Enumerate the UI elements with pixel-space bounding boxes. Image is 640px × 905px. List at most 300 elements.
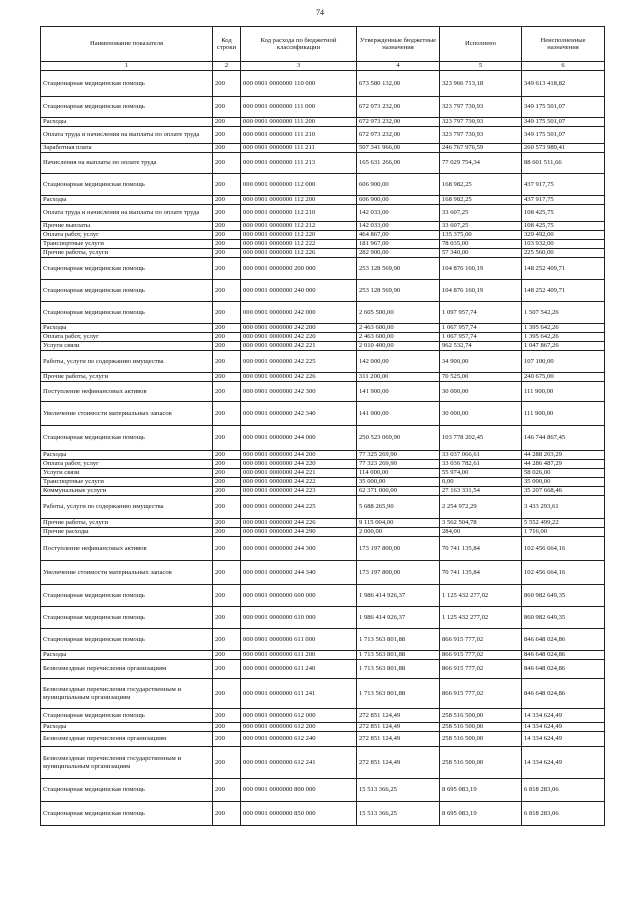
classification-code-cell: 000 0901 0000000 244 223 xyxy=(241,487,357,496)
unexecuted-amount-cell: 103 932,00 xyxy=(522,240,605,249)
approved-amount-cell: 77 325 269,90 xyxy=(357,451,440,460)
line-code-cell: 200 xyxy=(213,222,241,231)
executed-amount-cell: 34 900,00 xyxy=(440,351,522,373)
classification-code-cell: 000 0901 0000000 242 300 xyxy=(241,382,357,402)
line-code-cell: 200 xyxy=(213,351,241,373)
unexecuted-amount-cell: 35 000,00 xyxy=(522,478,605,487)
classification-code-cell: 000 0901 0000000 244 222 xyxy=(241,478,357,487)
approved-amount-cell: 282 900,00 xyxy=(357,249,440,258)
approved-amount-cell: 253 128 569,90 xyxy=(357,280,440,302)
indicator-name-cell: Стационарная медицинская помощь xyxy=(41,629,213,651)
executed-amount-cell: 284,00 xyxy=(440,528,522,537)
indicator-name-cell: Расходы xyxy=(41,723,213,732)
line-code-cell: 200 xyxy=(213,127,241,144)
unexecuted-amount-cell: 846 648 024,86 xyxy=(522,679,605,709)
executed-amount-cell: 258 516 500,00 xyxy=(440,709,522,723)
line-code-cell: 200 xyxy=(213,585,241,607)
unexecuted-amount-cell: 107 100,00 xyxy=(522,351,605,373)
classification-code-cell: 000 0901 0000000 112 226 xyxy=(241,249,357,258)
unexecuted-amount-cell: 3 433 293,61 xyxy=(522,496,605,519)
classification-code-cell: 000 0901 0000000 112 220 xyxy=(241,231,357,240)
executed-amount-cell: 866 915 777,02 xyxy=(440,651,522,660)
classification-code-cell: 000 0901 0000000 850 000 xyxy=(241,802,357,826)
executed-amount-cell: 168 982,25 xyxy=(440,196,522,205)
unexecuted-amount-cell: 14 334 624,49 xyxy=(522,723,605,732)
executed-amount-cell: 8 695 083,19 xyxy=(440,779,522,802)
line-code-cell: 200 xyxy=(213,205,241,222)
classification-code-cell: 000 0901 0000000 242 221 xyxy=(241,342,357,351)
table-row xyxy=(41,679,605,709)
executed-amount-cell: 258 516 500,00 xyxy=(440,723,522,732)
line-code-cell: 200 xyxy=(213,174,241,196)
header-executed: Исполнено xyxy=(440,27,522,62)
table-row xyxy=(41,528,605,537)
table-row xyxy=(41,222,605,231)
line-code-cell: 200 xyxy=(213,71,241,97)
line-code-cell: 200 xyxy=(213,660,241,679)
executed-amount-cell: 70 741 135,84 xyxy=(440,537,522,561)
table-row xyxy=(41,144,605,153)
indicator-name-cell: Оплата работ, услуг xyxy=(41,333,213,342)
unexecuted-amount-cell: 1 507 542,26 xyxy=(522,302,605,324)
classification-code-cell: 000 0901 0000000 244 290 xyxy=(241,528,357,537)
approved-amount-cell: 672 973 232,00 xyxy=(357,118,440,127)
executed-amount-cell: 57 340,00 xyxy=(440,249,522,258)
table-row xyxy=(41,351,605,373)
column-number: 2 xyxy=(213,62,241,71)
executed-amount-cell: 1 097 957,74 xyxy=(440,302,522,324)
indicator-name-cell: Стационарная медицинская помощь xyxy=(41,302,213,324)
line-code-cell: 200 xyxy=(213,528,241,537)
table-row xyxy=(41,205,605,222)
executed-amount-cell: 2 254 972,29 xyxy=(440,496,522,519)
unexecuted-amount-cell: 860 982 649,35 xyxy=(522,585,605,607)
approved-amount-cell: 1 713 563 801,88 xyxy=(357,651,440,660)
line-code-cell: 200 xyxy=(213,561,241,585)
table-row xyxy=(41,779,605,802)
classification-code-cell: 000 0901 0000000 800 000 xyxy=(241,779,357,802)
line-code-cell: 200 xyxy=(213,537,241,561)
table-row xyxy=(41,660,605,679)
classification-code-cell: 000 0901 0000000 112 210 xyxy=(241,205,357,222)
executed-amount-cell: 323 797 730,93 xyxy=(440,97,522,118)
classification-code-cell: 000 0901 0000000 244 340 xyxy=(241,561,357,585)
classification-code-cell: 000 0901 0000000 112 200 xyxy=(241,196,357,205)
executed-amount-cell: 135 375,00 xyxy=(440,231,522,240)
table-row xyxy=(41,709,605,723)
table-row xyxy=(41,373,605,382)
approved-amount-cell: 672 973 232,00 xyxy=(357,127,440,144)
executed-amount-cell: 70 525,00 xyxy=(440,373,522,382)
approved-amount-cell: 1 713 563 801,88 xyxy=(357,629,440,651)
table-row xyxy=(41,118,605,127)
unexecuted-amount-cell: 846 648 024,86 xyxy=(522,660,605,679)
table-row xyxy=(41,426,605,451)
indicator-name-cell: Коммунальные услуги xyxy=(41,487,213,496)
column-number: 6 xyxy=(522,62,605,71)
unexecuted-amount-cell: 6 818 283,06 xyxy=(522,779,605,802)
indicator-name-cell: Расходы xyxy=(41,118,213,127)
approved-amount-cell: 606 900,00 xyxy=(357,174,440,196)
page-number: 74 xyxy=(316,8,324,17)
unexecuted-amount-cell: 349 175 501,07 xyxy=(522,97,605,118)
indicator-name-cell: Стационарная медицинская помощь xyxy=(41,426,213,451)
indicator-name-cell: Поступление нефинансовых активов xyxy=(41,382,213,402)
approved-amount-cell: 141 900,00 xyxy=(357,402,440,426)
classification-code-cell: 000 0901 0000000 242 226 xyxy=(241,373,357,382)
table-row xyxy=(41,802,605,826)
approved-amount-cell: 2 463 600,00 xyxy=(357,324,440,333)
line-code-cell: 200 xyxy=(213,747,241,779)
unexecuted-amount-cell: 1 047 867,26 xyxy=(522,342,605,351)
table-row xyxy=(41,561,605,585)
table-row xyxy=(41,496,605,519)
line-code-cell: 200 xyxy=(213,469,241,478)
table-row xyxy=(41,629,605,651)
indicator-name-cell: Безвозмездные перечисления государственным и муниципальным организациям xyxy=(41,679,213,709)
unexecuted-amount-cell: 14 334 624,49 xyxy=(522,732,605,747)
approved-amount-cell: 272 851 124,49 xyxy=(357,747,440,779)
line-code-cell: 200 xyxy=(213,723,241,732)
unexecuted-amount-cell: 108 425,75 xyxy=(522,205,605,222)
approved-amount-cell: 1 713 563 801,88 xyxy=(357,660,440,679)
indicator-name-cell: Стационарная медицинская помощь xyxy=(41,174,213,196)
line-code-cell: 200 xyxy=(213,97,241,118)
classification-code-cell: 000 0901 0000000 244 300 xyxy=(241,537,357,561)
approved-amount-cell: 165 631 266,00 xyxy=(357,153,440,174)
unexecuted-amount-cell: 148 252 409,71 xyxy=(522,280,605,302)
unexecuted-amount-cell: 860 982 649,35 xyxy=(522,607,605,629)
indicator-name-cell: Стационарная медицинская помощь xyxy=(41,280,213,302)
unexecuted-amount-cell: 240 675,00 xyxy=(522,373,605,382)
unexecuted-amount-cell: 6 818 283,06 xyxy=(522,802,605,826)
table-row xyxy=(41,537,605,561)
indicator-name-cell: Увеличение стоимости материальных запасов xyxy=(41,561,213,585)
line-code-cell: 200 xyxy=(213,249,241,258)
unexecuted-amount-cell: 1 395 642,26 xyxy=(522,333,605,342)
executed-amount-cell: 0,00 xyxy=(440,478,522,487)
executed-amount-cell: 258 516 500,00 xyxy=(440,747,522,779)
indicator-name-cell: Расходы xyxy=(41,196,213,205)
table-row xyxy=(41,460,605,469)
line-code-cell: 200 xyxy=(213,258,241,280)
approved-amount-cell: 62 371 000,00 xyxy=(357,487,440,496)
classification-code-cell: 000 0901 0000000 111 210 xyxy=(241,127,357,144)
executed-amount-cell: 30 000,00 xyxy=(440,382,522,402)
indicator-name-cell: Расходы xyxy=(41,324,213,333)
indicator-name-cell: Стационарная медицинская помощь xyxy=(41,97,213,118)
indicator-name-cell: Стационарная медицинская помощь xyxy=(41,585,213,607)
column-number: 5 xyxy=(440,62,522,71)
unexecuted-amount-cell: 148 252 409,71 xyxy=(522,258,605,280)
approved-amount-cell: 2 000,00 xyxy=(357,528,440,537)
unexecuted-amount-cell: 349 175 501,07 xyxy=(522,118,605,127)
unexecuted-amount-cell: 1 716,00 xyxy=(522,528,605,537)
classification-code-cell: 000 0901 0000000 244 200 xyxy=(241,451,357,460)
header-line-code: Код строки xyxy=(213,27,241,62)
table-row xyxy=(41,127,605,144)
unexecuted-amount-cell: 44 288 203,29 xyxy=(522,451,605,460)
executed-amount-cell: 168 982,25 xyxy=(440,174,522,196)
executed-amount-cell: 866 915 777,02 xyxy=(440,629,522,651)
executed-amount-cell: 30 000,00 xyxy=(440,402,522,426)
executed-amount-cell: 258 516 500,00 xyxy=(440,732,522,747)
line-code-cell: 200 xyxy=(213,651,241,660)
table-row xyxy=(41,478,605,487)
approved-amount-cell: 272 851 124,49 xyxy=(357,723,440,732)
executed-amount-cell: 33 037 066,61 xyxy=(440,451,522,460)
classification-code-cell: 000 0901 0000000 612 200 xyxy=(241,723,357,732)
unexecuted-amount-cell: 349 175 501,07 xyxy=(522,127,605,144)
line-code-cell: 200 xyxy=(213,118,241,127)
executed-amount-cell: 27 163 331,54 xyxy=(440,487,522,496)
indicator-name-cell: Транспортные услуги xyxy=(41,478,213,487)
line-code-cell: 200 xyxy=(213,382,241,402)
budget-execution-table xyxy=(40,26,605,826)
line-code-cell: 200 xyxy=(213,496,241,519)
executed-amount-cell: 323 797 730,93 xyxy=(440,118,522,127)
classification-code-cell: 000 0901 0000000 612 000 xyxy=(241,709,357,723)
indicator-name-cell: Начисления на выплаты по оплате труда xyxy=(41,153,213,174)
approved-amount-cell: 1 713 563 801,88 xyxy=(357,679,440,709)
classification-code-cell: 000 0901 0000000 111 000 xyxy=(241,97,357,118)
table-row xyxy=(41,747,605,779)
executed-amount-cell: 962 532,74 xyxy=(440,342,522,351)
unexecuted-amount-cell: 111 900,00 xyxy=(522,402,605,426)
unexecuted-amount-cell: 846 648 024,86 xyxy=(522,651,605,660)
classification-code-cell: 000 0901 0000000 612 241 xyxy=(241,747,357,779)
line-code-cell: 200 xyxy=(213,302,241,324)
table-row xyxy=(41,487,605,496)
classification-code-cell: 000 0901 0000000 111 211 xyxy=(241,144,357,153)
classification-code-cell: 000 0901 0000000 244 220 xyxy=(241,460,357,469)
line-code-cell: 200 xyxy=(213,607,241,629)
header-row xyxy=(41,27,605,62)
unexecuted-amount-cell: 329 492,00 xyxy=(522,231,605,240)
table-row xyxy=(41,723,605,732)
classification-code-cell: 000 0901 0000000 112 000 xyxy=(241,174,357,196)
unexecuted-amount-cell: 437 917,75 xyxy=(522,196,605,205)
unexecuted-amount-cell: 437 917,75 xyxy=(522,174,605,196)
unexecuted-amount-cell: 846 648 024,86 xyxy=(522,629,605,651)
table-row xyxy=(41,342,605,351)
approved-amount-cell: 1 986 414 926,37 xyxy=(357,585,440,607)
table-row xyxy=(41,607,605,629)
line-code-cell: 200 xyxy=(213,231,241,240)
line-code-cell: 200 xyxy=(213,779,241,802)
executed-amount-cell: 3 562 504,78 xyxy=(440,519,522,528)
column-number: 3 xyxy=(241,62,357,71)
approved-amount-cell: 9 115 004,00 xyxy=(357,519,440,528)
table-row xyxy=(41,249,605,258)
classification-code-cell: 000 0901 0000000 242 200 xyxy=(241,324,357,333)
approved-amount-cell: 2 605 500,00 xyxy=(357,302,440,324)
approved-amount-cell: 606 900,00 xyxy=(357,196,440,205)
table-row xyxy=(41,451,605,460)
executed-amount-cell: 33 607,25 xyxy=(440,205,522,222)
approved-amount-cell: 672 973 232,00 xyxy=(357,97,440,118)
approved-amount-cell: 35 000,00 xyxy=(357,478,440,487)
indicator-name-cell: Стационарная медицинская помощь xyxy=(41,607,213,629)
approved-amount-cell: 114 000,00 xyxy=(357,469,440,478)
executed-amount-cell: 103 778 202,45 xyxy=(440,426,522,451)
indicator-name-cell: Стационарная медицинская помощь xyxy=(41,779,213,802)
classification-code-cell: 000 0901 0000000 240 000 xyxy=(241,280,357,302)
indicator-name-cell: Стационарная медицинская помощь xyxy=(41,71,213,97)
executed-amount-cell: 8 695 083,19 xyxy=(440,802,522,826)
line-code-cell: 200 xyxy=(213,460,241,469)
approved-amount-cell: 673 580 132,00 xyxy=(357,71,440,97)
line-code-cell: 200 xyxy=(213,144,241,153)
table-row xyxy=(41,402,605,426)
unexecuted-amount-cell: 108 425,75 xyxy=(522,222,605,231)
header-indicator-name: Наименование показателя xyxy=(41,27,213,62)
unexecuted-amount-cell: 1 395 642,26 xyxy=(522,324,605,333)
line-code-cell: 200 xyxy=(213,629,241,651)
table-row xyxy=(41,519,605,528)
unexecuted-amount-cell: 44 286 487,29 xyxy=(522,460,605,469)
line-code-cell: 200 xyxy=(213,333,241,342)
executed-amount-cell: 77 029 754,34 xyxy=(440,153,522,174)
table-row xyxy=(41,231,605,240)
approved-amount-cell: 253 128 569,90 xyxy=(357,258,440,280)
approved-amount-cell: 464 867,00 xyxy=(357,231,440,240)
classification-code-cell: 000 0901 0000000 612 240 xyxy=(241,732,357,747)
classification-code-cell: 000 0901 0000000 610 000 xyxy=(241,607,357,629)
table-row xyxy=(41,196,605,205)
indicator-name-cell: Оплата труда и начисления на выплаты по оплате труда xyxy=(41,205,213,222)
classification-code-cell: 000 0901 0000000 111 200 xyxy=(241,118,357,127)
indicator-name-cell: Прочие работы, услуги xyxy=(41,519,213,528)
executed-amount-cell: 323 797 730,93 xyxy=(440,127,522,144)
unexecuted-amount-cell: 102 456 664,16 xyxy=(522,561,605,585)
indicator-name-cell: Оплата работ, услуг xyxy=(41,460,213,469)
line-code-cell: 200 xyxy=(213,342,241,351)
indicator-name-cell: Оплата работ, услуг xyxy=(41,231,213,240)
table-row xyxy=(41,174,605,196)
classification-code-cell: 000 0901 0000000 244 225 xyxy=(241,496,357,519)
indicator-name-cell: Стационарная медицинская помощь xyxy=(41,258,213,280)
table-row xyxy=(41,651,605,660)
header-unexecuted-appropriations: Неисполненные назначения xyxy=(522,27,605,62)
approved-amount-cell: 142 033,00 xyxy=(357,205,440,222)
classification-code-cell: 000 0901 0000000 242 340 xyxy=(241,402,357,426)
table-row xyxy=(41,240,605,249)
approved-amount-cell: 272 851 124,49 xyxy=(357,732,440,747)
unexecuted-amount-cell: 225 560,00 xyxy=(522,249,605,258)
classification-code-cell: 000 0901 0000000 611 241 xyxy=(241,679,357,709)
executed-amount-cell: 70 741 135,84 xyxy=(440,561,522,585)
indicator-name-cell: Стационарная медицинская помощь xyxy=(41,709,213,723)
indicator-name-cell: Работы, услуги по содержанию имущества xyxy=(41,351,213,373)
unexecuted-amount-cell: 102 456 664,16 xyxy=(522,537,605,561)
line-code-cell: 200 xyxy=(213,402,241,426)
indicator-name-cell: Оплата труда и начисления на выплаты по оплате труда xyxy=(41,127,213,144)
table-body xyxy=(41,71,605,826)
line-code-cell: 200 xyxy=(213,280,241,302)
approved-amount-cell: 15 513 366,25 xyxy=(357,779,440,802)
indicator-name-cell: Прочие работы, услуги xyxy=(41,249,213,258)
executed-amount-cell: 866 915 777,02 xyxy=(440,660,522,679)
executed-amount-cell: 323 966 713,18 xyxy=(440,71,522,97)
unexecuted-amount-cell: 111 900,00 xyxy=(522,382,605,402)
classification-code-cell: 000 0901 0000000 242 225 xyxy=(241,351,357,373)
line-code-cell: 200 xyxy=(213,240,241,249)
table-row xyxy=(41,469,605,478)
table-row xyxy=(41,333,605,342)
indicator-name-cell: Увеличение стоимости материальных запасов xyxy=(41,402,213,426)
table-row xyxy=(41,280,605,302)
approved-amount-cell: 181 967,00 xyxy=(357,240,440,249)
table-row xyxy=(41,153,605,174)
line-code-cell: 200 xyxy=(213,153,241,174)
line-code-cell: 200 xyxy=(213,487,241,496)
line-code-cell: 200 xyxy=(213,732,241,747)
approved-amount-cell: 173 197 800,00 xyxy=(357,537,440,561)
classification-code-cell: 000 0901 0000000 600 000 xyxy=(241,585,357,607)
header-budget-classification-code: Код расхода по бюджетной классификации xyxy=(241,27,357,62)
classification-code-cell: 000 0901 0000000 200 000 xyxy=(241,258,357,280)
approved-amount-cell: 142 000,00 xyxy=(357,351,440,373)
unexecuted-amount-cell: 5 552 499,22 xyxy=(522,519,605,528)
line-code-cell: 200 xyxy=(213,426,241,451)
table-row xyxy=(41,97,605,118)
approved-amount-cell: 507 341 966,00 xyxy=(357,144,440,153)
column-number: 4 xyxy=(357,62,440,71)
classification-code-cell: 000 0901 0000000 611 200 xyxy=(241,651,357,660)
unexecuted-amount-cell: 14 334 624,49 xyxy=(522,747,605,779)
indicator-name-cell: Услуги связи xyxy=(41,342,213,351)
line-code-cell: 200 xyxy=(213,519,241,528)
line-code-cell: 200 xyxy=(213,802,241,826)
table-row xyxy=(41,585,605,607)
executed-amount-cell: 1 125 432 277,02 xyxy=(440,607,522,629)
approved-amount-cell: 272 851 124,49 xyxy=(357,709,440,723)
classification-code-cell: 000 0901 0000000 111 213 xyxy=(241,153,357,174)
indicator-name-cell: Работы, услуги по содержанию имущества xyxy=(41,496,213,519)
approved-amount-cell: 250 523 069,90 xyxy=(357,426,440,451)
executed-amount-cell: 33 036 782,61 xyxy=(440,460,522,469)
classification-code-cell: 000 0901 0000000 112 222 xyxy=(241,240,357,249)
classification-code-cell: 000 0901 0000000 242 000 xyxy=(241,302,357,324)
executed-amount-cell: 246 767 976,59 xyxy=(440,144,522,153)
line-code-cell: 200 xyxy=(213,451,241,460)
approved-amount-cell: 77 323 269,90 xyxy=(357,460,440,469)
approved-amount-cell: 15 513 366,25 xyxy=(357,802,440,826)
line-code-cell: 200 xyxy=(213,679,241,709)
column-number: 1 xyxy=(41,62,213,71)
classification-code-cell: 000 0901 0000000 244 226 xyxy=(241,519,357,528)
table-row xyxy=(41,258,605,280)
indicator-name-cell: Прочие расходы xyxy=(41,528,213,537)
classification-code-cell: 000 0901 0000000 244 221 xyxy=(241,469,357,478)
indicator-name-cell: Расходы xyxy=(41,451,213,460)
approved-amount-cell: 142 033,00 xyxy=(357,222,440,231)
executed-amount-cell: 55 974,00 xyxy=(440,469,522,478)
classification-code-cell: 000 0901 0000000 110 000 xyxy=(241,71,357,97)
executed-amount-cell: 104 876 160,19 xyxy=(440,258,522,280)
table-row xyxy=(41,71,605,97)
classification-code-cell: 000 0901 0000000 244 000 xyxy=(241,426,357,451)
approved-amount-cell: 173 197 800,00 xyxy=(357,561,440,585)
approved-amount-cell: 141 900,00 xyxy=(357,382,440,402)
classification-code-cell: 000 0901 0000000 242 220 xyxy=(241,333,357,342)
table-row xyxy=(41,382,605,402)
indicator-name-cell: Безвозмездные перечисления организациям xyxy=(41,660,213,679)
table-row xyxy=(41,732,605,747)
line-code-cell: 200 xyxy=(213,196,241,205)
indicator-name-cell: Безвозмездные перечисления государственным и муниципальным организациям xyxy=(41,747,213,779)
